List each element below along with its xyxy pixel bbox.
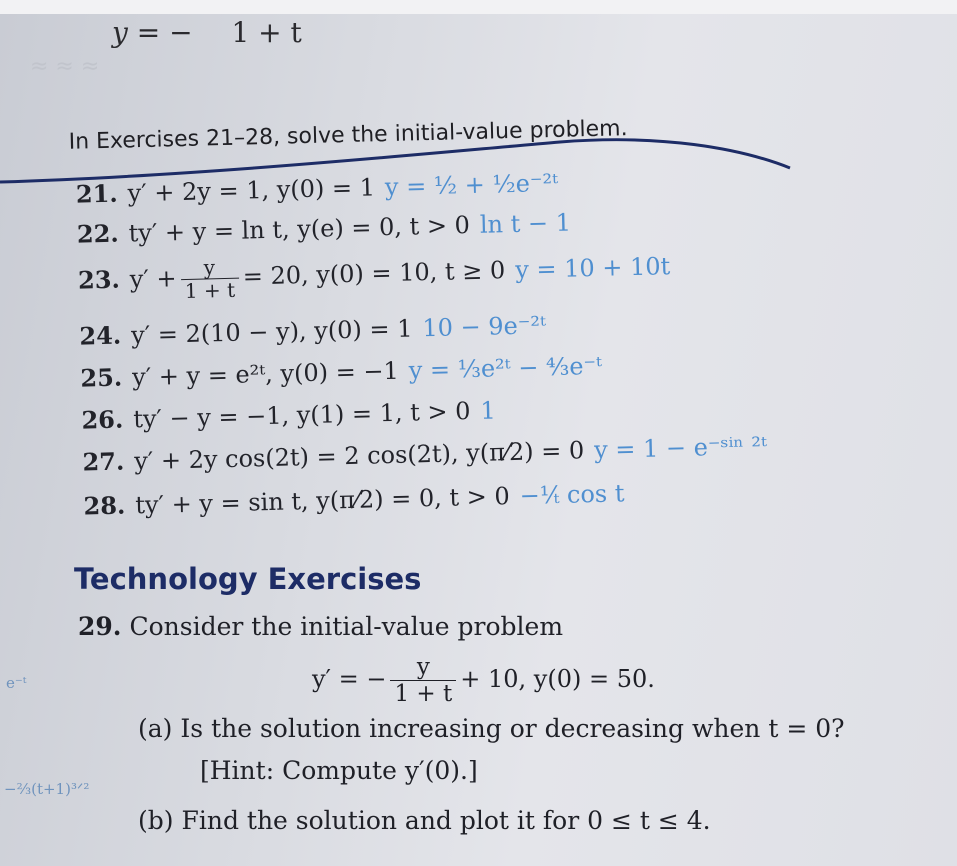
exercise-29: 29. Consider the initial-value problem xyxy=(78,612,564,641)
exercise-24: 24. y′ = 2(10 − y), y(0) = 1 10 − 9e⁻²ᵗ xyxy=(79,311,547,351)
answer-25: y = ⅓e²ᵗ − ⁴⁄₃e⁻ᵗ xyxy=(408,351,603,385)
display-equation-29: y′ = − $\frac{y}{1 + t}$ + 10, y(0) = 50. xyxy=(312,654,655,707)
exercise-21: 21. y′ + 2y = 1, y(0) = 1 y = ½ + ½e⁻²ᵗ xyxy=(75,168,559,209)
exercise-29-part-b: (b) Find the solution and plot it for 0 ≤ t ≤ 4. xyxy=(138,806,711,835)
exercise-28: 28. ty′ + y = sin t, y(π⁄2) = 0, t > 0 −¹⁄ₜ cos t xyxy=(83,479,625,521)
technology-exercises-heading: Technology Exercises xyxy=(74,562,422,596)
exercise-22: 22. ty′ + y = ln t, y(e) = 0, t > 0 ln t − 1 xyxy=(76,208,572,249)
exercise-29-part-a: (a) Is the solution increasing or decreasing when t = 0? xyxy=(138,714,845,743)
exercise-29-hint: [Hint: Compute y′(0).] xyxy=(200,756,478,785)
exercise-23: 23. y′ + $\frac{y}{1 + t}$ = 20, y(0) = 10, t ≥ 0 y = 10 + 10t xyxy=(77,252,671,303)
answer-23: y = 10 + 10t xyxy=(514,252,671,284)
bleed-through-text: ≈ ≈ ≈ xyxy=(30,54,100,79)
exercise-instructions: In Exercises 21–28, solve the initial-value problem. xyxy=(68,116,628,155)
answer-27: y = 1 − e⁻ˢⁱⁿ ²ᵗ xyxy=(593,431,768,465)
margin-answer-top: e⁻ᵗ xyxy=(6,674,27,692)
answer-21: y = ½ + ½e⁻²ᵗ xyxy=(384,168,559,202)
display-fraction: $\frac{y}{1 + t}$ xyxy=(390,654,456,707)
answer-26: 1 xyxy=(480,396,497,425)
answer-28: −¹⁄ₜ cos t xyxy=(519,479,625,510)
photo-top-border xyxy=(0,0,957,14)
textbook-page xyxy=(0,14,957,866)
fraction-y-over-1-plus-t: $\frac{y}{1 + t}$ xyxy=(180,256,239,302)
previous-exercise-fragment: y = − 1 + t xyxy=(112,16,302,49)
answer-24: 10 − 9e⁻²ᵗ xyxy=(422,311,547,343)
answer-22: ln t − 1 xyxy=(479,208,572,239)
exercise-27: 27. y′ + 2y cos(2t) = 2 cos(2t), y(π⁄2) = 0 y = 1 − e⁻ˢⁱⁿ ²ᵗ xyxy=(82,431,768,477)
exercise-25: 25. y′ + y = e²ᵗ, y(0) = −1 y = ⅓e²ᵗ − ⁴⁄₃e⁻ᵗ xyxy=(80,351,603,393)
exercise-26: 26. ty′ − y = −1, y(1) = 1, t > 0 1 xyxy=(81,396,497,435)
margin-answer-bottom: −⅔(t+1)³ᐟ² xyxy=(4,780,90,798)
